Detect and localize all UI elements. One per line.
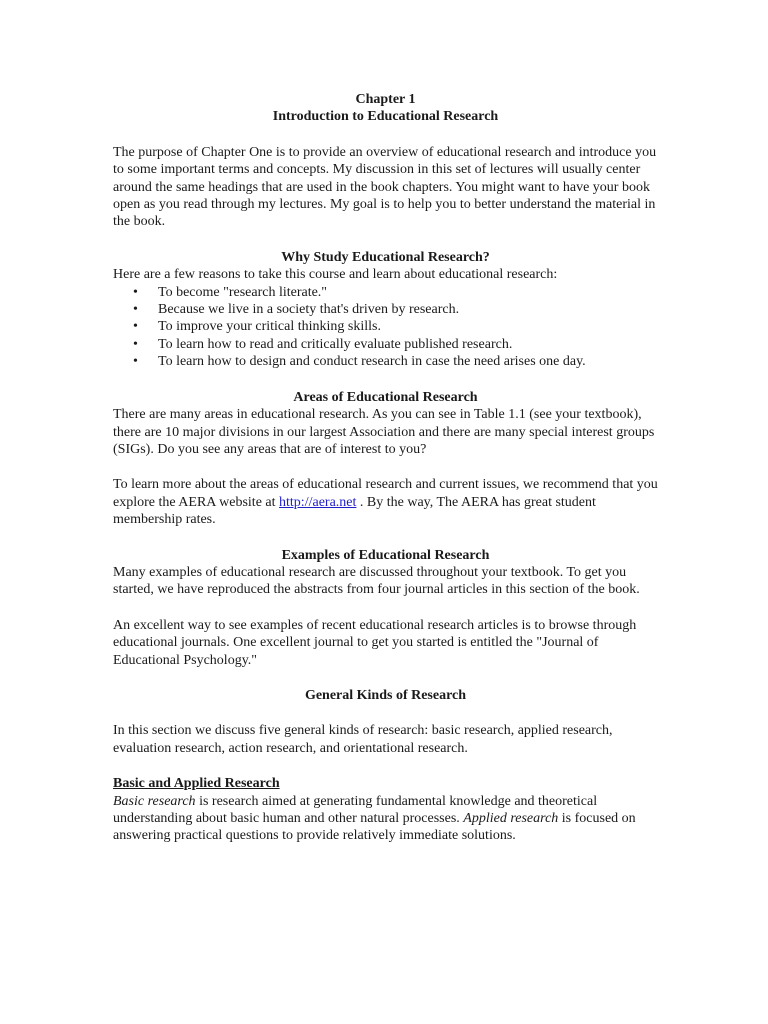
- basic-research-text: is research aimed at generating fundamental knowledge and theoretical understanding about basic human and other natural processes.: [113, 793, 598, 826]
- chapter-title: Introduction to Educational Research: [272, 109, 499, 125]
- bullet-icon: •: [133, 302, 138, 318]
- list-item: [113, 353, 658, 370]
- list-item: [113, 318, 658, 335]
- basic-applied-paragraph: [113, 793, 658, 845]
- list-item: [113, 336, 658, 353]
- why-study-lead: Here are a few reasons to take this course and learn about educational research:: [113, 267, 558, 283]
- areas-paragraph-2: [113, 476, 658, 528]
- intro-paragraph: The purpose of Chapter One is to provide an overview of educational research and introduce you to some important terms and concepts. My discussion in this set of lectures will usually center around the same headings that are used in the book chapters. You might want to have your book open as you read through my lectures. My goal is to help you to better understand the material in the book.: [113, 144, 657, 230]
- list-item-text: Because we live in a society that's driven by research.: [158, 302, 460, 318]
- list-item-text: To learn how to design and conduct research in case the need arises one day.: [158, 354, 586, 370]
- list-item-text: To become "research literate.": [158, 284, 328, 300]
- aera-link[interactable]: http://aera.net: [279, 494, 357, 510]
- spacer: [113, 704, 658, 722]
- examples-paragraph-2: An excellent way to see examples of recent educational research articles is to browse through educational journals. One excellent journal to get you started is entitled the "Journal of Educational Psychology.": [113, 617, 637, 668]
- bullet-icon: •: [133, 284, 138, 300]
- list-item-text: To learn how to read and critically evaluate published research.: [158, 336, 513, 352]
- areas-paragraph-2-end: . By the way, The AERA has great student membership rates.: [113, 494, 596, 528]
- spacer: [113, 458, 658, 476]
- applied-research-term: Applied research: [463, 811, 559, 826]
- general-kinds-heading: General Kinds of Research: [304, 687, 467, 703]
- basic-research-term: Basic research: [113, 793, 196, 809]
- chapter-number: Chapter 1: [355, 92, 416, 107]
- spacer: [113, 126, 658, 144]
- general-kinds-paragraph: In this section we discuss five general kinds of research: basic research, applied research, evaluation research, action research, and orientational research.: [113, 723, 613, 756]
- spacer: [113, 231, 658, 249]
- bullet-icon: •: [133, 354, 138, 370]
- areas-heading: Areas of Educational Research: [293, 389, 478, 405]
- spacer: [113, 669, 658, 687]
- spacer: [113, 757, 658, 775]
- why-study-heading: Why Study Educational Research?: [281, 249, 490, 265]
- applied-research-text: is focused on answering practical questions to provide relatively immediate solutions.: [113, 811, 636, 844]
- spacer: [113, 371, 658, 389]
- bullet-icon: •: [133, 336, 138, 352]
- document-page: [113, 91, 658, 845]
- bullet-icon: •: [133, 319, 138, 335]
- areas-paragraph-1: There are many areas in educational research. As you can see in Table 1.1 (see your textbook), there are 10 major divisions in our largest Association and there are many special interest groups (SIGs). Do you see any areas that are of interest to you?: [113, 407, 655, 457]
- list-item: [113, 301, 658, 318]
- why-study-list: [113, 284, 658, 371]
- areas-paragraph-2-start: To learn more about the areas of educational research and current issues, we recommend that you explore the AERA website at: [113, 477, 658, 510]
- examples-heading: Examples of Educational Research: [281, 547, 490, 563]
- spacer: [113, 599, 658, 617]
- list-item-text: To improve your critical thinking skills.: [158, 319, 381, 335]
- list-item: [113, 284, 658, 301]
- examples-paragraph-1: Many examples of educational research are discussed throughout your textbook. To get you started, we have reproduced the abstracts from four journal articles in this section of the book.: [113, 564, 640, 598]
- basic-applied-heading: Basic and Applied Research: [113, 776, 280, 792]
- spacer: [113, 529, 658, 547]
